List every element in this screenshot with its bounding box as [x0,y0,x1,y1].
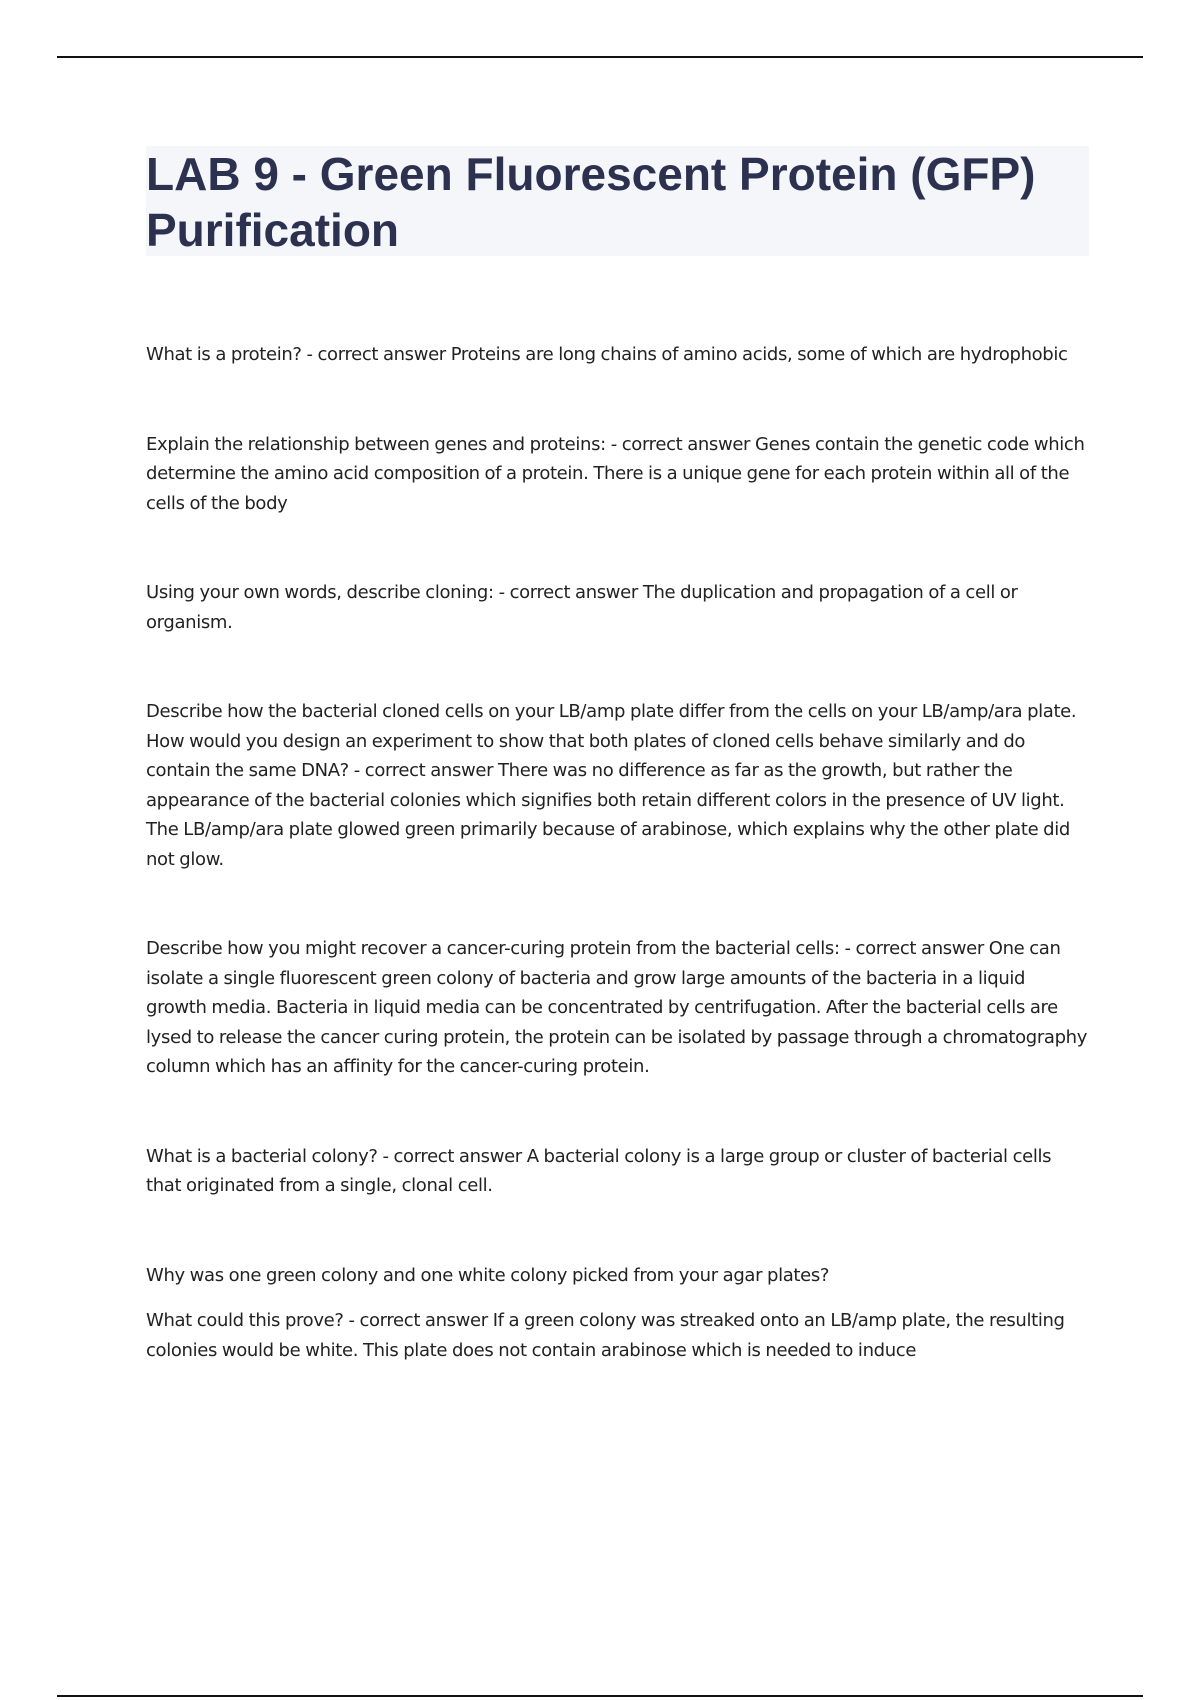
title-banner [146,146,1089,256]
qa-paragraph-plates-differ: Describe how the bacterial cloned cells on your LB/amp plate differ from the cells on your LB/amp/ara plate. How would you design an experiment to show that both plates of cloned cells behave similarly and do contain the same DNA? - correct answer There was no difference as far as the growth, but rather the appearance of the bacterial colonies which signifies both retain different colors in the presence of UV light. The LB/amp/ara plate glowed green primarily because of arabinose, which explains why the other plate did not glow. [146,701,1077,870]
qa-paragraph-what-prove: What could this prove? - correct answer If a green colony was streaked onto an LB/amp plate, the resulting colonies would be white. This plate does not contain arabinose which is needed to induce [146,1310,1065,1361]
qa-list [146,340,1090,1365]
qa-paragraph-genes-proteins: Explain the relationship between genes and proteins: - correct answer Genes contain the genetic code which determine the amino acid composition of a protein. There is a unique gene for each protein within all of the cells of the body [146,433,1085,514]
qa-paragraph-green-white-colony: Why was one green colony and one white colony picked from your agar plates? [146,1264,830,1286]
qa-paragraph-protein: What is a protein? - correct answer Proteins are long chains of amino acids, some of which are hydrophobic [146,344,1068,365]
bottom-rule [57,1695,1143,1697]
document-title: LAB 9 - Green Fluorescent Protein (GFP) Purification [146,148,1036,256]
qa-paragraph-recover-protein: Describe how you might recover a cancer-curing protein from the bacterial cells: - correct answer One can isolate a single fluorescent green colony of bacteria and grow large amounts of the bacteria in a liquid growth media. Bacteria in liquid media can be concentrated by centrifugation. After the bacterial cells are lysed to release the cancer curing protein, the protein can be isolated by passage through a chromatography column which has an affinity for the cancer-curing protein. [146,938,1088,1077]
qa-paragraph-cloning: Using your own words, describe cloning: - correct answer The duplication and propagation of a cell or organism. [146,582,1018,633]
top-rule [57,56,1143,58]
qa-paragraph-bacterial-colony: What is a bacterial colony? - correct answer A bacterial colony is a large group or cluster of bacterial cells that originated from a single, clonal cell. [146,1145,1052,1196]
